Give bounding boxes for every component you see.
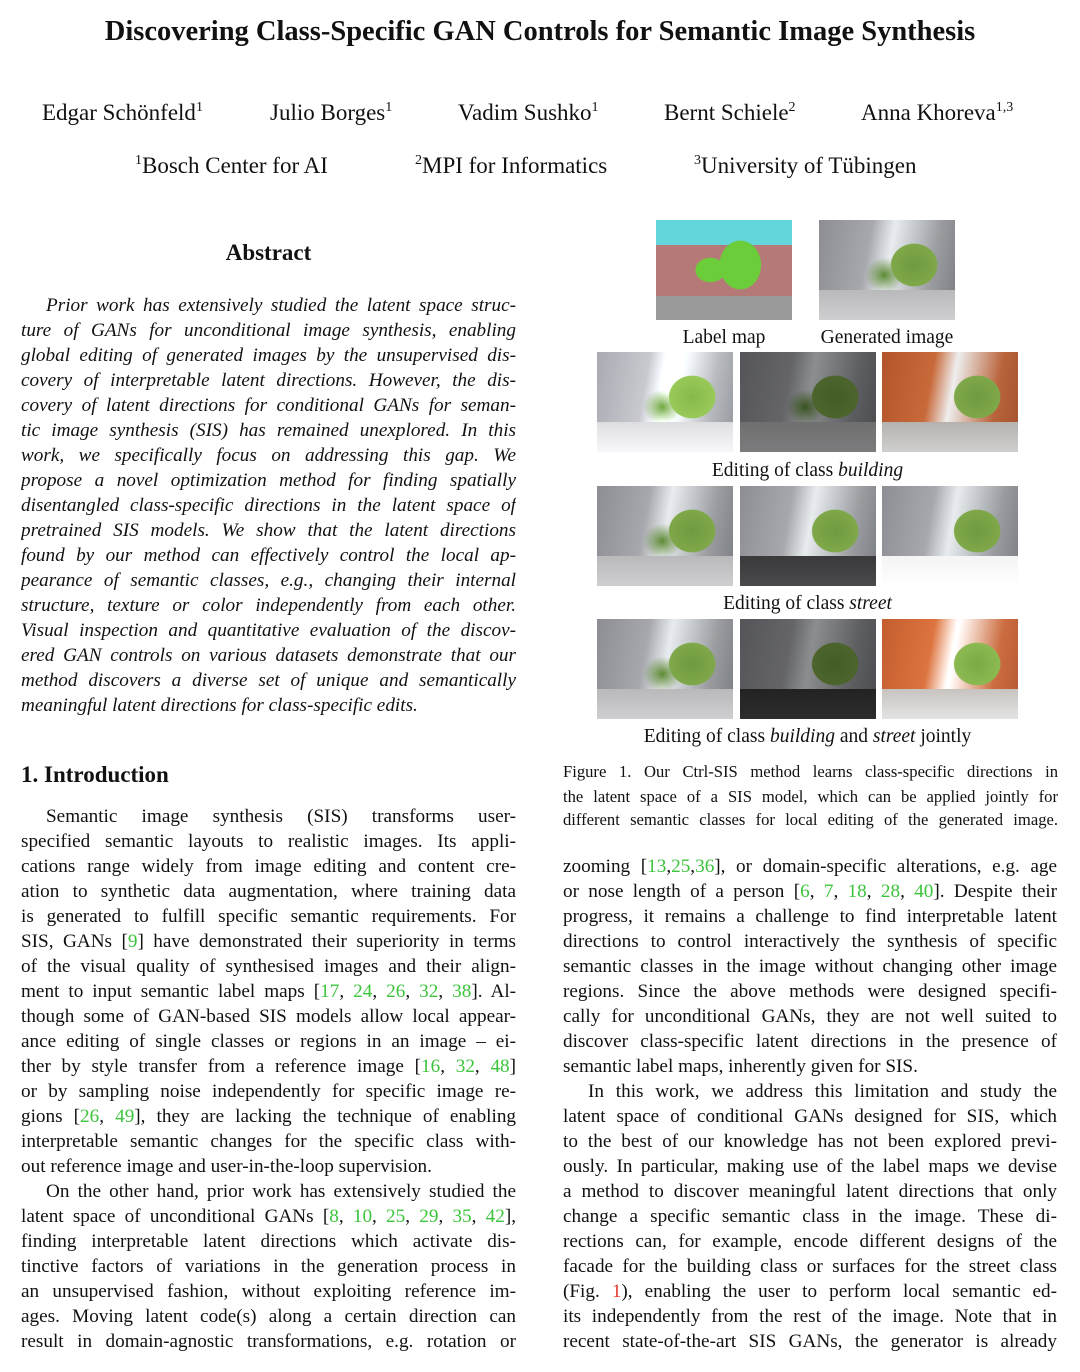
figure-caption <box>563 761 1058 831</box>
text-line: though some of GAN-based SIS models allow local appear- <box>21 1006 516 1027</box>
text-line: tic image synthesis (SIS) has remained unexplored. In this <box>21 420 516 441</box>
text-line: out reference image and user-in-the-loop supervision. <box>21 1156 432 1177</box>
author-name: Bernt Schiele <box>664 100 789 125</box>
affiliation-mark: 1 <box>135 153 142 168</box>
citation-link[interactable]: 48 <box>490 1056 510 1077</box>
citation-link[interactable]: 36 <box>695 856 715 877</box>
introduction-body <box>21 804 516 1354</box>
author <box>458 100 599 126</box>
author <box>664 100 796 126</box>
text-line: zooming [13,25,36], or domain-specific alterations, e.g. age <box>563 856 1057 877</box>
author <box>42 100 203 126</box>
citation-link[interactable]: 13 <box>647 856 667 877</box>
caption-line: Figure 1. Our Ctrl-SIS method learns class-specific directions in <box>563 762 1058 781</box>
text-line: cations range widely from image editing and content cre- <box>21 856 516 877</box>
text-line: rections can, for example, encode different designs of the <box>563 1231 1057 1252</box>
text-line: progress, it remains a challenge to find interpretable latent <box>563 906 1057 927</box>
text-line: propose a novel optimization method for finding spatially <box>21 470 516 491</box>
text-line: latent space of unconditional GANs [8, 10, 25, 29, 35, 42], <box>21 1206 516 1227</box>
author-affiliation-mark: 1 <box>195 100 203 115</box>
citation-link[interactable]: 24 <box>353 981 373 1002</box>
affiliation-name: MPI for Informatics <box>422 153 608 178</box>
text-line: ously. In particular, making use of the label maps we devise <box>563 1156 1057 1177</box>
text-line: Prior work has extensively studied the latent space struc- <box>46 295 516 316</box>
citation-link[interactable]: 10 <box>352 1206 373 1227</box>
text-line: ther by style transfer from a reference image [16, 32, 48] <box>21 1056 516 1077</box>
author-name: Julio Borges <box>270 100 386 125</box>
citation-link[interactable]: 42 <box>485 1206 505 1227</box>
joint-edit-image-3 <box>882 619 1018 719</box>
citation-link[interactable]: 28 <box>880 881 901 902</box>
affiliation <box>135 153 328 179</box>
text-line: found by our method can effectively control the local ap- <box>21 545 516 566</box>
caption-editing-joint <box>560 726 1055 748</box>
text-line: SIS, GANs [9] have demonstrated their superiority in terms <box>21 931 516 952</box>
author <box>270 100 392 126</box>
text-line: finding interpretable latent directions which activate dis- <box>21 1231 516 1252</box>
text-line: covery of interpretable latent directions. However, the dis- <box>21 370 516 391</box>
abstract-body <box>21 293 516 718</box>
citation-link[interactable]: 32 <box>455 1056 475 1077</box>
citation-link[interactable]: 25 <box>386 1206 406 1227</box>
text-line: ture of GANs for unconditional image synthesis, enabling <box>21 320 516 341</box>
abstract-heading: Abstract <box>225 240 312 265</box>
citation-link[interactable]: 17 <box>320 981 340 1002</box>
citation-link[interactable]: 29 <box>419 1206 439 1227</box>
caption-editing-street <box>597 593 1018 615</box>
caption-class: street <box>849 593 892 614</box>
text-line: ages. Moving latent code(s) along a certain direction can <box>21 1306 516 1327</box>
text-line: semantic classes in the image without changing other image <box>563 956 1057 977</box>
affiliation <box>415 153 607 179</box>
text-line: specified semantic layouts to realistic images. Its appli- <box>21 831 516 852</box>
figure-reference-link[interactable]: 1 <box>611 1281 622 1302</box>
text-line: tinctive factors of variations in the generation process in <box>21 1256 516 1277</box>
street-edit-image-3 <box>882 486 1018 586</box>
text-line: ment to input semantic label maps [17, 24, 26, 32, 38]. Al- <box>21 981 516 1002</box>
author-name: Edgar Schönfeld <box>42 100 196 125</box>
joint-edit-image-1 <box>597 619 733 719</box>
citation-link[interactable]: 26 <box>80 1106 100 1127</box>
text-line: a method to discover meaningful latent directions that only <box>563 1181 1057 1202</box>
text-line: of the visual quality of synthesised images and their align- <box>21 956 516 977</box>
text-line: is generated to fulfill specific semantic requirements. For <box>21 906 516 927</box>
text-line: ance editing of single classes or regions in an image – ei- <box>21 1031 516 1052</box>
citation-link[interactable]: 8 <box>329 1206 339 1227</box>
text-line: ered GAN controls on various datasets demonstrate that our <box>21 645 516 666</box>
text-line: meaningful latent directions for class-specific edits. <box>21 695 418 716</box>
text-line: directions to control interactively the synthesis of specific <box>563 931 1057 952</box>
citation-link[interactable]: 26 <box>386 981 406 1002</box>
text-line: result in domain-agnostic transformations, e.g. rotation or <box>21 1331 516 1352</box>
label-map-image <box>656 220 792 320</box>
text-line: gions [26, 49], they are lacking the technique of enabling <box>21 1106 516 1127</box>
citation-link[interactable]: 18 <box>847 881 867 902</box>
text-line: semantic label maps, inherently given for SIS. <box>563 1056 918 1077</box>
text-line: recent state-of-the-art SIS GANs, the generator is already <box>563 1331 1057 1352</box>
text-line: facade for the building class or surfaces for the street class <box>563 1256 1057 1277</box>
text-line: discover class-specific latent directions in the presence of <box>563 1031 1057 1052</box>
text-line: covery of latent directions for conditional GANs for seman- <box>21 395 516 416</box>
author-name: Vadim Sushko <box>458 100 592 125</box>
text-line: or by sampling noise independently for specific image re- <box>21 1081 516 1102</box>
author-affiliation-mark: 1,3 <box>995 100 1014 115</box>
generated-image <box>819 220 955 320</box>
caption-text: and <box>834 726 873 747</box>
paper-title: Discovering Class-Specific GAN Controls for Semantic Image Synthesis <box>104 16 976 47</box>
street-edit-image-1 <box>597 486 733 586</box>
text-line: cally for unconditional GANs, they are not well suited to <box>563 1006 1057 1027</box>
text-line: or nose length of a person [6, 7, 18, 28, 40]. Despite their <box>563 881 1057 902</box>
author-affiliation-mark: 1 <box>591 100 599 115</box>
caption-class: street <box>872 726 916 747</box>
affiliation-mark: 2 <box>415 153 422 168</box>
citation-link[interactable]: 38 <box>452 981 472 1002</box>
citation-link[interactable]: 9 <box>127 931 138 952</box>
street-edit-image-2 <box>740 486 876 586</box>
citation-link[interactable]: 32 <box>419 981 439 1002</box>
text-line: (Fig. 1), enabling the user to perform local semantic ed- <box>563 1281 1057 1302</box>
text-line: regions. Since the above methods were designed specifi- <box>563 981 1057 1002</box>
caption-generated-image: Generated image <box>820 327 954 348</box>
building-edit-image-2 <box>740 352 876 452</box>
text-line: interpretable semantic changes for the specific class with- <box>21 1131 516 1152</box>
building-edit-image-3 <box>882 352 1018 452</box>
text-line: change a specific semantic class in the image. These di- <box>563 1206 1057 1227</box>
section-heading-introduction: 1. Introduction <box>21 762 169 787</box>
affiliation-mark: 3 <box>694 153 701 168</box>
right-column-body <box>563 854 1057 1354</box>
citation-link[interactable]: 7 <box>823 881 834 902</box>
caption-text: Editing of class <box>711 460 839 481</box>
caption-line: different semantic classes for local editing of the generated image. <box>563 809 1058 829</box>
text-line: an unsupervised fashion, without exploiting reference im- <box>21 1281 516 1302</box>
caption-text: Editing of class <box>643 726 770 747</box>
text-line: ation to synthetic data augmentation, where training data <box>21 881 516 902</box>
text-line: disentangled class-specific directions in the latent space of <box>21 495 516 516</box>
affiliation-name: University of Tübingen <box>701 153 917 178</box>
author-affiliation-mark: 2 <box>788 100 796 115</box>
joint-edit-image-2 <box>740 619 876 719</box>
text-line: Visual inspection and quantitative evaluation of the discov- <box>21 620 516 641</box>
text-line: global editing of generated images by the unsupervised dis- <box>21 345 516 366</box>
text-line: On the other hand, prior work has extensively studied the <box>46 1181 516 1202</box>
caption-text: Editing of class <box>723 593 850 614</box>
affiliation-name: Bosch Center for AI <box>142 153 328 178</box>
citation-link[interactable]: 40 <box>914 881 934 902</box>
citation-link[interactable]: 49 <box>115 1106 135 1127</box>
citation-link[interactable]: 25 <box>671 856 691 877</box>
text-line: In this work, we address this limitation and study the <box>588 1081 1057 1102</box>
caption-line: the latent space of a SIS model, which can be applied jointly for <box>563 787 1058 806</box>
caption-class: building <box>769 726 835 747</box>
caption-editing-building <box>597 460 1018 482</box>
text-line: structure, texture or color independently from each other. <box>21 595 516 616</box>
text-line: pretrained SIS models. We show that the latent directions <box>21 520 516 541</box>
text-line: Semantic image synthesis (SIS) transforms user- <box>46 806 516 827</box>
text-line: method discovers a diverse set of unique and semantically <box>21 670 516 691</box>
caption-text: jointly <box>915 726 972 747</box>
citation-link[interactable]: 35 <box>452 1206 472 1227</box>
text-line: work, we specifically focus on addressing this gap. We <box>21 445 516 466</box>
author-affiliation-mark: 1 <box>385 100 393 115</box>
text-line: latent space of conditional GANs designed for SIS, which <box>563 1106 1057 1127</box>
caption-label-map: Label map <box>682 327 766 348</box>
citation-link[interactable]: 6 <box>800 881 810 902</box>
author <box>861 100 1013 126</box>
affiliation <box>694 153 917 179</box>
text-line: to the best of our knowledge has not been explored previ- <box>563 1131 1057 1152</box>
author-name: Anna Khoreva <box>861 100 996 125</box>
text-line: its independently from the rest of the image. Note that in <box>563 1306 1057 1327</box>
citation-link[interactable]: 16 <box>421 1056 441 1077</box>
caption-class: building <box>838 460 904 481</box>
text-line: pearance of semantic classes, e.g., changing their internal <box>21 570 516 591</box>
building-edit-image-1 <box>597 352 733 452</box>
